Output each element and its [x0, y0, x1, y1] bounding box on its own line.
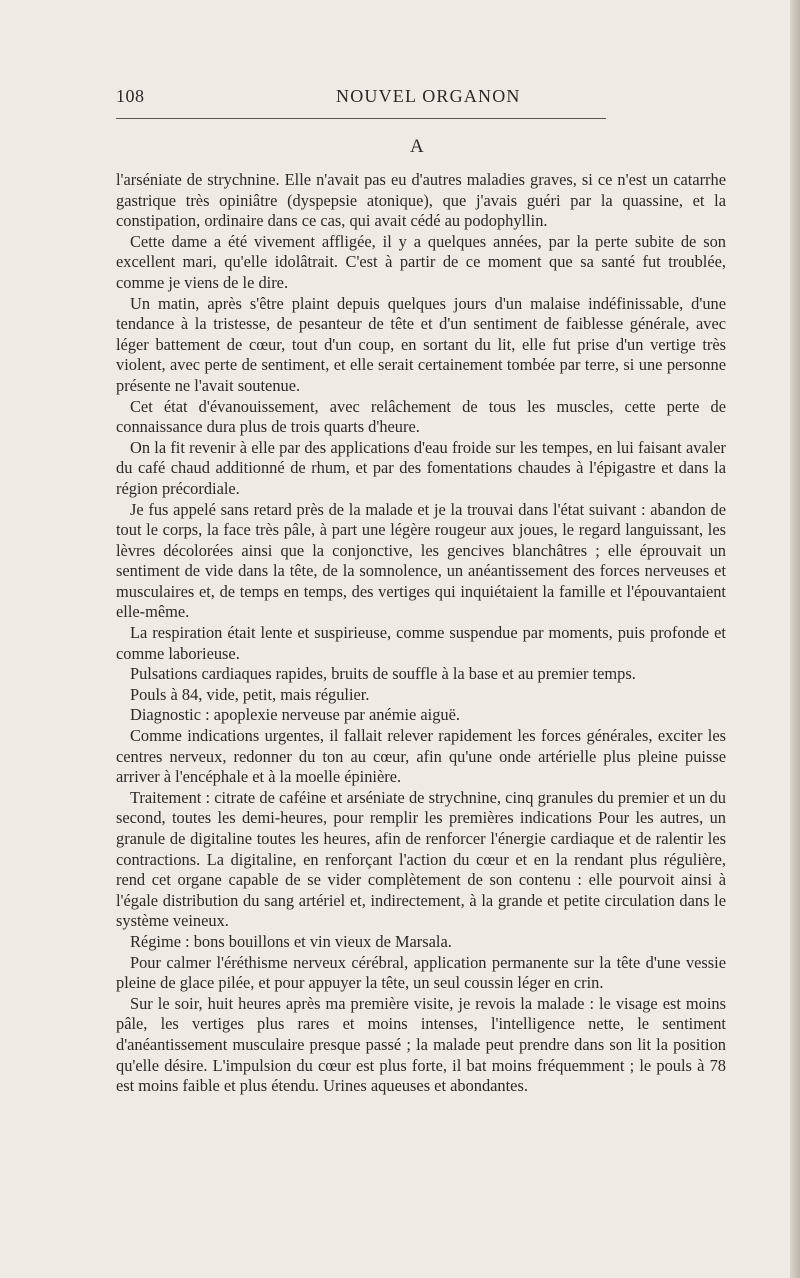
paragraph: Comme indications urgentes, il fallait relever rapidement les forces générales, exciter les centres nerveux, redonner du ton au cœur, afin qu'une onde artérielle plus pleine puisse arriver à l'encéphale et à la moelle épinière.: [116, 726, 726, 787]
paragraph: Je fus appelé sans retard près de la malade et je la trouvai dans l'état suivant : abandon de tout le corps, la face très pâle, à part une légère rougeur aux joues, le regard languissant, les lèvres décolorées ainsi que la conjonctive, les gencives blanchâtres ; elle éprouvait un sentiment de vide dans la tête, de la somnolence, un anéantissement des forces nerveuses et musculaires et, de temps en temps, des vertiges qui inquiétaient la famille et l'épouvantaient elle-même.: [116, 499, 726, 622]
running-head: [116, 86, 726, 112]
paragraph: La respiration était lente et suspirieuse, comme suspendue par moments, puis profonde et comme laborieuse.: [116, 623, 726, 663]
paragraph: On la fit revenir à elle par des applications d'eau froide sur les tempes, en lui faisant avaler du café chaud additionné de rhum, et par des fomentations chaudes à l'épigastre et dans la région précordiale.: [116, 437, 726, 498]
paragraph: Diagnostic : apoplexie nerveuse par anémie aiguë.: [130, 705, 460, 725]
running-title: NOUVEL ORGANON: [336, 86, 521, 106]
paragraph: Pouls à 84, vide, petit, mais régulier.: [130, 684, 370, 704]
paragraph: Un matin, après s'être plaint depuis quelques jours d'un malaise indéfinissable, d'une tendance à la tristesse, de pesanteur de tête et d'un sentiment de faiblesse générale, avec léger battement de cœur, tout d'un coup, en sortant du lit, elle fut prise d'un vertige très violent, avec perte de sentiment, et elle serait certainement tombée par terre, si une personne présente ne l'avait soutenue.: [116, 293, 726, 395]
paragraph: Pulsations cardiaques rapides, bruits de souffle à la base et au premier temps.: [130, 664, 636, 684]
paragraph: Traitement : citrate de caféine et arséniate de strychnine, cinq granules du premier et un du second, toutes les demi-heures, pour remplir les premières indications Pour les autres, un granule de digitaline toutes les heures, afin de renforcer l'énergie cardiaque et de ralentir les contractions. La digitaline, en renforçant l'action du cœur et en la rendant plus régulière, rend cet organe capable de se vider complètement de son contenu : elle pourvoit ainsi à l'égale distribution du sang artériel et, indirectement, à la grande et petite circulation dans le système veineux.: [116, 787, 726, 931]
section-letter: A: [410, 136, 424, 157]
paragraph: l'arséniate de strychnine. Elle n'avait pas eu d'autres maladies graves, si ce n'est un catarrhe gastrique très opiniâtre (dyspepsie atonique), que j'avais guéri par la quassine, et la constipation, ordinaire dans ce cas, qui avait cédé au podophyllin.: [116, 170, 726, 231]
paragraph: Régime : bons bouillons et vin vieux de Marsala.: [130, 931, 452, 951]
paragraph: Pour calmer l'éréthisme nerveux cérébral, application permanente sur la tête d'une vessie pleine de glace pilée, et pour appuyer la tête, un seul coussin léger en crin.: [116, 952, 726, 993]
page-edge: [790, 0, 800, 1278]
paragraph: Cet état d'évanouissement, avec relâchement de tous les muscles, cette perte de connaissance dura plus de trois quarts d'heure.: [116, 396, 726, 437]
body-text: [116, 170, 726, 1097]
page-number: 108: [116, 86, 145, 106]
paragraph: Sur le soir, huit heures après ma première visite, je revois la malade : le visage est moins pâle, les vertiges plus rares et moins intenses, l'intelligence nette, le sentiment d'anéantissement musculaire presque passé ; la malade peut prendre dans son lit la position qu'elle désire. L'impulsion du cœur est plus forte, il bat moins fréquemment ; le pouls à 78 est moins faible et plus étendu. Urines aqueuses et abondantes.: [116, 993, 726, 1096]
header-rule: [116, 118, 606, 119]
paragraph: Cette dame a été vivement affligée, il y a quelques années, par la perte subite de son excellent mari, qu'elle idolâtrait. C'est à partir de ce moment que sa santé fut troublée, comme je viens de le dire.: [116, 231, 726, 292]
